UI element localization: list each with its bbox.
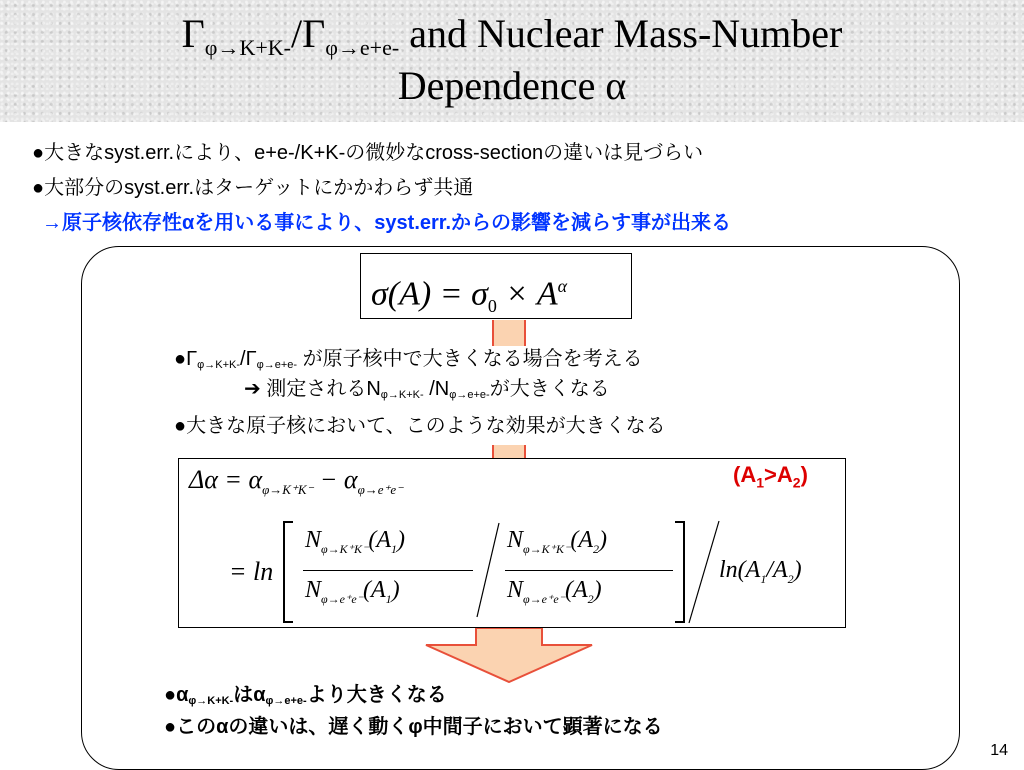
frac1-num-sub: φ→K⁺K⁻ — [321, 541, 369, 556]
bottom-line-1-prefix: ●α — [164, 684, 189, 706]
frac2-line — [505, 570, 673, 571]
eq2-row1 — [189, 465, 403, 498]
eq2-row1-sub-kk: φ→K⁺K⁻ — [262, 482, 314, 498]
bottom-line-1-sub-ee: φ→e+e- — [265, 695, 307, 707]
middle-line-2-mid: /N — [423, 378, 450, 400]
red-label-sub2: 2 — [792, 474, 801, 491]
middle-line-2-sub-ee: φ→e+e- — [449, 389, 490, 401]
middle-line-1-prefix: ●Γ — [174, 348, 198, 370]
frac2-num-a-sub: 2 — [593, 541, 599, 556]
title-text: and Nuclear Mass-Number — [399, 11, 843, 56]
gamma-symbol: Γ — [302, 11, 326, 56]
division-slash — [687, 519, 721, 625]
bottom-line-1-sub-kk: φ→K+K- — [188, 695, 234, 707]
eq2-row1-lhs: Δα = α — [189, 465, 263, 494]
bullet-conclusion: →原子核依存性αを用いる事により、syst.err.からの影響を減らす事が出来る — [42, 212, 732, 234]
a1-greater-a2-label — [733, 462, 808, 490]
eq1-rhs: × A — [496, 275, 558, 313]
equation-sigma — [360, 253, 632, 319]
ln-ratio-close: ) — [793, 557, 802, 583]
middle-line-2 — [244, 376, 610, 402]
frac2-den-n: N — [507, 577, 524, 603]
slide-title — [0, 8, 1024, 112]
middle-line-2-prefix: ➔ 測定されるN — [244, 378, 381, 400]
red-label-sub1: 1 — [756, 474, 765, 491]
gamma-symbol: Γ — [181, 11, 205, 56]
frac2-den-close: ) — [593, 577, 602, 603]
eq1-lhs: σ(A) = σ — [371, 275, 488, 313]
ln-ratio-slash: /A — [766, 557, 788, 583]
frac2-den — [507, 577, 602, 607]
eq1-subscript: 0 — [487, 296, 497, 317]
frac1-num-n: N — [305, 527, 322, 553]
ln-ratio-prefix: ln(A — [719, 557, 761, 583]
frac1-den-close: ) — [391, 577, 400, 603]
page-number: 14 — [990, 742, 1008, 759]
frac2-den-a-sub: 2 — [587, 591, 594, 606]
frac2-num-close: ) — [599, 527, 607, 553]
middle-line-2-suffix: が大きくなる — [489, 378, 610, 400]
frac1-den-sub: φ→e⁺e⁻ — [321, 591, 363, 606]
frac1-num-a-sub: 1 — [391, 541, 397, 556]
ln-ratio-sub1: 1 — [760, 571, 767, 586]
right-bracket — [675, 521, 685, 623]
frac2-num — [507, 527, 607, 557]
frac1-den-a: (A — [362, 577, 386, 603]
bullet-syst-err: ●大きなsyst.err.により、e+e-/K+K-の微妙なcross-sectionの違いは見づらい — [32, 142, 704, 164]
title-line-2: Dependence α — [397, 63, 627, 108]
frac1-num-a: (A — [368, 527, 391, 553]
middle-line-2-sub-kk: φ→K+K- — [380, 389, 424, 401]
red-label-mid: >A — [764, 462, 793, 487]
bottom-line-1-suffix: より大きくなる — [306, 684, 447, 706]
title-slash: / — [290, 11, 303, 56]
eq2-ln: = ln — [229, 557, 274, 586]
title-line-1 — [0, 8, 1024, 60]
middle-line-1-sub-ee: φ→e+e- — [256, 359, 298, 371]
bottom-line-1 — [164, 682, 447, 709]
middle-line-3: ●大きな原子核において、このような効果が大きくなる — [174, 415, 666, 437]
middle-line-1 — [174, 346, 643, 372]
eq2-row1-sub-ee: φ→e⁺e⁻ — [357, 482, 404, 498]
fraction-slash — [475, 521, 501, 619]
frac1-den-a-sub: 1 — [385, 591, 392, 606]
frac1-den — [305, 577, 400, 607]
title-subscript-ee: φ→e+e- — [325, 35, 400, 60]
middle-line-1-suffix: が原子核中で大きくなる場合を考える — [297, 348, 643, 370]
red-label-prefix: (A — [733, 462, 757, 487]
bullet-common: ●大部分のsyst.err.はターゲットにかかわらず共通 — [32, 177, 474, 199]
eq1-exponent: α — [557, 276, 568, 296]
frac2-num-a: (A — [570, 527, 593, 553]
frac1-den-n: N — [305, 577, 322, 603]
frac2-den-sub: φ→e⁺e⁻ — [523, 591, 565, 606]
ln-ratio-sub2: 2 — [787, 571, 794, 586]
bottom-line-2: ●このαの違いは、遅く動くφ中間子において顕著になる — [164, 716, 663, 738]
eq2-row1-minus: − α — [313, 465, 358, 494]
frac1-line — [303, 570, 473, 571]
down-arrow-icon — [424, 627, 594, 683]
red-label-suffix: ) — [800, 462, 808, 487]
bottom-line-1-mid: はα — [233, 684, 266, 706]
title-subscript-kk: φ→K+K- — [204, 35, 291, 60]
middle-line-1-sub-kk: φ→K+K- — [197, 359, 241, 371]
frac2-num-n: N — [507, 527, 524, 553]
ln-ratio — [719, 557, 802, 587]
frac2-den-a: (A — [564, 577, 588, 603]
left-bracket — [283, 521, 293, 623]
middle-line-1-slash: /Γ — [240, 348, 257, 370]
frac1-num — [305, 527, 405, 557]
frac2-num-sub: φ→K⁺K⁻ — [523, 541, 571, 556]
frac1-num-close: ) — [397, 527, 405, 553]
